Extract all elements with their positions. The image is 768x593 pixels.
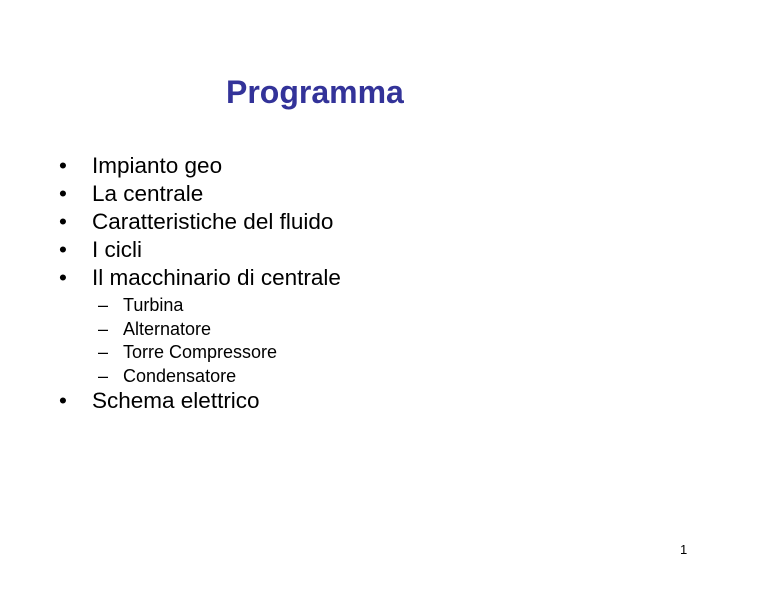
bullet-list <box>56 152 341 292</box>
sub-bullet-marker: – <box>98 295 109 315</box>
bullet-marker: • <box>59 181 67 206</box>
sub-bullet-item <box>56 318 277 342</box>
bullet-text: Impianto geo <box>92 153 223 178</box>
bullet-text: I cicli <box>92 237 142 262</box>
sub-bullet-marker: – <box>98 365 109 386</box>
sub-bullet-text: Alternatore <box>123 318 212 339</box>
sub-bullet-text: Turbina <box>123 295 184 315</box>
bullet-list-continued <box>56 387 260 415</box>
bullet-marker: • <box>59 265 67 290</box>
bullet-text: Caratteristiche del fluido <box>92 209 334 234</box>
bullet-item <box>56 387 260 415</box>
slide-title: Programma <box>226 74 404 110</box>
sub-bullet-text: Condensatore <box>123 365 237 386</box>
sub-bullet-item <box>56 294 277 318</box>
bullet-marker: • <box>59 209 67 234</box>
bullet-item <box>56 264 341 292</box>
sub-bullet-list <box>56 294 277 388</box>
bullet-item <box>56 236 341 264</box>
bullet-marker: • <box>59 388 67 413</box>
bullet-item <box>56 208 341 236</box>
bullet-item <box>56 152 341 180</box>
bullet-marker: • <box>59 237 67 262</box>
sub-bullet-text: Torre Compressore <box>123 342 278 362</box>
sub-bullet-item <box>56 341 277 365</box>
sub-bullet-marker: – <box>98 318 109 339</box>
sub-bullet-item <box>56 365 277 389</box>
bullet-marker: • <box>59 153 67 178</box>
page-number: 1 <box>680 542 688 557</box>
bullet-text: La centrale <box>92 181 204 206</box>
bullet-text: Il macchinario di centrale <box>92 265 341 290</box>
bullet-item <box>56 180 341 208</box>
bullet-text: Schema elettrico <box>92 388 260 413</box>
sub-bullet-marker: – <box>98 342 109 362</box>
